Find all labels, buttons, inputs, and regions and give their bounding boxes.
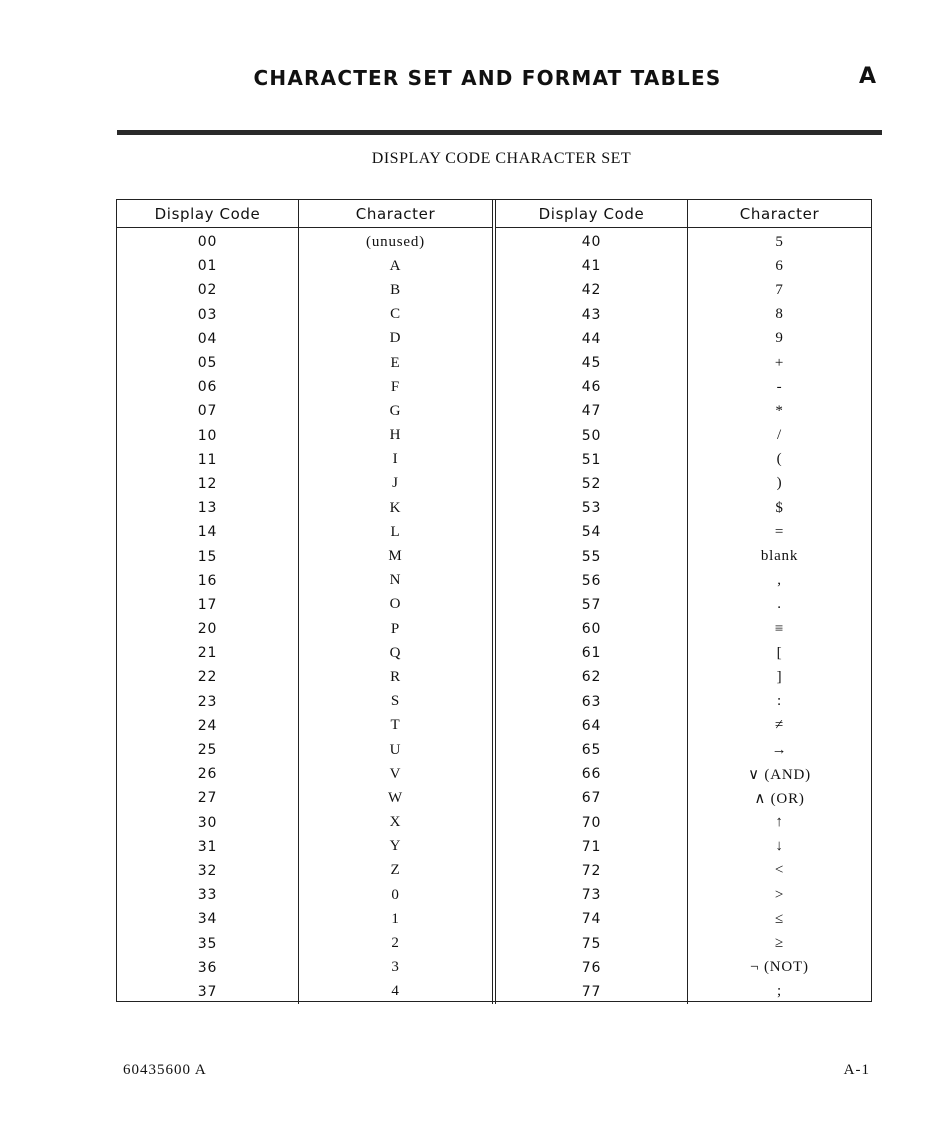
character-cell: ; [777, 983, 782, 1000]
display-code-cell: 41 [494, 254, 688, 278]
character-cell: 2 [299, 931, 495, 955]
display-code-cell: 36 [117, 956, 299, 980]
character-cell: = [774, 523, 785, 540]
display-code-cell: 03 [117, 303, 299, 327]
document-number: 60435600 A [123, 1062, 207, 1078]
display-code-cell: 52 [494, 472, 688, 496]
character-cell: Z [299, 859, 495, 883]
display-code-cell: 77 [494, 980, 688, 1004]
display-code-cell: 42 [494, 278, 688, 302]
table-row [117, 327, 871, 351]
display-code-cell: 71 [494, 835, 688, 859]
display-code-cell: 75 [494, 931, 688, 955]
character-cell: 4 [299, 980, 495, 1004]
display-code-cell: 24 [117, 714, 299, 738]
character-cell: : [777, 693, 782, 710]
page-number: A-1 [843, 1062, 870, 1078]
table-row [117, 544, 871, 568]
table-row [117, 472, 871, 496]
character-cell: ] [776, 668, 783, 685]
display-code-cell: 05 [117, 351, 299, 375]
display-code-cell: 46 [494, 375, 688, 399]
display-code-cell: 10 [117, 424, 299, 448]
character-cell: R [299, 665, 495, 689]
display-code-cell: 65 [494, 738, 688, 762]
display-code-cell: 44 [494, 327, 688, 351]
display-code-cell: 67 [494, 786, 688, 810]
character-cell: → [771, 741, 788, 758]
character-cell: L [299, 520, 495, 544]
table-row [117, 448, 871, 472]
character-cell: W [299, 786, 495, 810]
display-code-cell: 27 [117, 786, 299, 810]
display-code-cell: 53 [494, 496, 688, 520]
display-code-cell: 00 [117, 228, 299, 255]
display-code-cell: 32 [117, 859, 299, 883]
display-code-cell: 30 [117, 811, 299, 835]
character-cell: ∧ (OR) [754, 790, 805, 807]
character-cell: 9 [775, 330, 784, 347]
table-row [117, 883, 871, 907]
character-cell: ∨ (AND) [748, 766, 811, 783]
table-row [117, 303, 871, 327]
table-row [117, 254, 871, 278]
character-cell: I [299, 448, 495, 472]
display-code-cell: 22 [117, 665, 299, 689]
table-row [117, 811, 871, 835]
display-code-cell: 01 [117, 254, 299, 278]
display-code-cell: 60 [494, 617, 688, 641]
character-cell: < [774, 862, 785, 879]
character-cell: - [776, 378, 783, 395]
display-code-cell: 12 [117, 472, 299, 496]
display-code-cell: 21 [117, 641, 299, 665]
display-code-cell: 16 [117, 569, 299, 593]
character-cell: F [299, 375, 495, 399]
table-row [117, 351, 871, 375]
display-code-cell: 07 [117, 399, 299, 423]
character-cell: U [299, 738, 495, 762]
table-row [117, 907, 871, 931]
display-code-cell: 51 [494, 448, 688, 472]
display-code-cell: 06 [117, 375, 299, 399]
character-cell: O [299, 593, 495, 617]
table-row [117, 835, 871, 859]
character-cell: D [299, 327, 495, 351]
table-row [117, 956, 871, 980]
table-row [117, 738, 871, 762]
display-code-cell: 47 [494, 399, 688, 423]
character-cell: Y [299, 835, 495, 859]
display-code-cell: 43 [494, 303, 688, 327]
character-cell: X [299, 811, 495, 835]
character-cell: M [299, 544, 495, 568]
display-code-cell: 63 [494, 690, 688, 714]
character-cell: 3 [299, 956, 495, 980]
character-cell: , [777, 572, 782, 589]
character-cell: 1 [299, 907, 495, 931]
character-cell: 5 [775, 233, 784, 250]
character-cell: ≡ [774, 620, 785, 637]
table-row [117, 617, 871, 641]
character-cell: ≤ [774, 910, 785, 927]
display-code-cell: 14 [117, 520, 299, 544]
character-cell: / [777, 427, 782, 444]
character-cell: * [775, 402, 784, 419]
display-code-cell: 56 [494, 569, 688, 593]
table-row [117, 641, 871, 665]
table-row [117, 228, 871, 255]
character-cell: 8 [775, 306, 784, 323]
display-code-cell: 74 [494, 907, 688, 931]
display-code-cell: 26 [117, 762, 299, 786]
appendix-letter: A [858, 64, 876, 89]
character-cell: blank [760, 548, 799, 565]
column-header-display-code-left: Display Code [117, 200, 299, 228]
display-code-cell: 37 [117, 980, 299, 1004]
display-code-cell: 34 [117, 907, 299, 931]
character-cell: . [777, 596, 782, 613]
table-row [117, 762, 871, 786]
display-code-cell: 02 [117, 278, 299, 302]
character-cell: $ [775, 499, 784, 516]
display-code-cell: 54 [494, 520, 688, 544]
character-cell: J [299, 472, 495, 496]
display-code-cell: 70 [494, 811, 688, 835]
table-row [117, 375, 871, 399]
character-cell: 6 [775, 257, 784, 274]
table-row [117, 931, 871, 955]
display-code-cell: 25 [117, 738, 299, 762]
table-row [117, 859, 871, 883]
table-row [117, 424, 871, 448]
table-row [117, 690, 871, 714]
display-code-cell: 61 [494, 641, 688, 665]
character-cell: ≠ [774, 717, 785, 734]
display-code-cell: 55 [494, 544, 688, 568]
table-body [117, 228, 871, 1005]
table-caption: DISPLAY CODE CHARACTER SET [371, 150, 632, 167]
character-cell: E [299, 351, 495, 375]
display-code-cell: 13 [117, 496, 299, 520]
display-code-cell: 73 [494, 883, 688, 907]
character-cell: (unused) [299, 228, 495, 255]
page-title: CHARACTER SET AND FORMAT TABLES [253, 66, 722, 90]
display-code-cell: 17 [117, 593, 299, 617]
display-code-cell: 40 [494, 228, 688, 255]
display-code-cell: 57 [494, 593, 688, 617]
character-cell: G [299, 399, 495, 423]
display-code-cell: 20 [117, 617, 299, 641]
column-header-character-right: Character [688, 200, 872, 228]
character-cell: + [774, 354, 785, 371]
display-code-cell: 64 [494, 714, 688, 738]
character-cell: T [299, 714, 495, 738]
character-cell: [ [776, 644, 783, 661]
display-code-cell: 33 [117, 883, 299, 907]
character-cell: ¬ (NOT) [750, 959, 809, 976]
column-header-display-code-right: Display Code [494, 200, 688, 228]
display-code-cell: 62 [494, 665, 688, 689]
table-row [117, 496, 871, 520]
character-cell: > [774, 886, 785, 903]
display-code-cell: 72 [494, 859, 688, 883]
character-cell: V [299, 762, 495, 786]
table-row [117, 569, 871, 593]
character-cell: P [299, 617, 495, 641]
character-cell: A [299, 254, 495, 278]
table-row [117, 278, 871, 302]
table-header-row [117, 200, 871, 228]
display-code-table [116, 199, 872, 1002]
character-cell: S [299, 690, 495, 714]
character-cell: ( [776, 451, 783, 468]
character-cell: N [299, 569, 495, 593]
display-code-cell: 11 [117, 448, 299, 472]
character-cell: C [299, 303, 495, 327]
character-cell: ) [776, 475, 783, 492]
table-row [117, 520, 871, 544]
character-cell: B [299, 278, 495, 302]
display-code-cell: 23 [117, 690, 299, 714]
column-header-character-left: Character [299, 200, 495, 228]
table-row [117, 980, 871, 1004]
table-row [117, 786, 871, 810]
table-row [117, 593, 871, 617]
character-cell: ≥ [774, 935, 785, 952]
display-code-cell: 76 [494, 956, 688, 980]
character-cell: H [299, 424, 495, 448]
character-cell: ↑ [775, 814, 784, 831]
display-code-cell: 50 [494, 424, 688, 448]
character-cell: K [299, 496, 495, 520]
display-code-cell: 04 [117, 327, 299, 351]
table-row [117, 665, 871, 689]
character-cell: ↓ [775, 838, 784, 855]
table-row [117, 399, 871, 423]
display-code-cell: 15 [117, 544, 299, 568]
display-code-cell: 35 [117, 931, 299, 955]
table-row [117, 714, 871, 738]
header-rule [117, 130, 882, 135]
character-cell: Q [299, 641, 495, 665]
display-code-cell: 66 [494, 762, 688, 786]
display-code-cell: 31 [117, 835, 299, 859]
character-cell: 0 [299, 883, 495, 907]
character-cell: 7 [775, 281, 784, 298]
display-code-cell: 45 [494, 351, 688, 375]
